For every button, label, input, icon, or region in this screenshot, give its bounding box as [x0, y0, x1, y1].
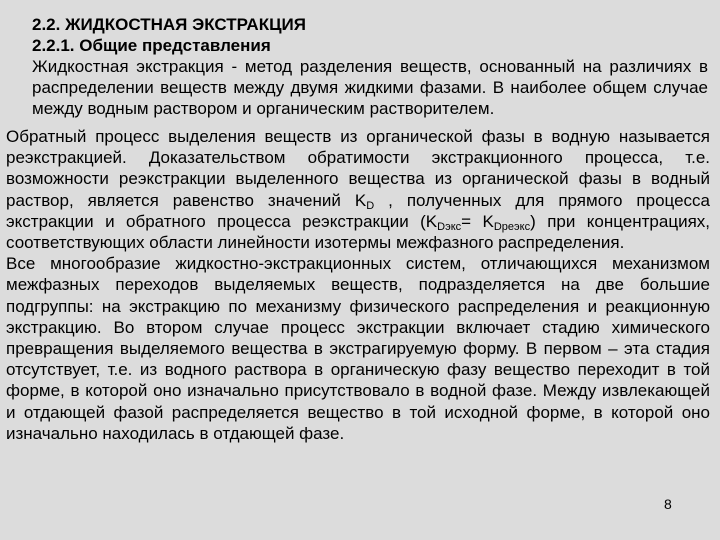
kd-subscript: D: [366, 199, 375, 212]
page-number: 8: [664, 496, 672, 512]
body-text: [6, 126, 710, 444]
kd-extraction-subscript: Dэкс: [437, 220, 462, 233]
reextraction-text-4: ) при концентрациях, соответствующих области линейности изотермы межфазного распределения.: [6, 211, 711, 253]
intro-paragraph: Жидкостная экстракция - метод разделения веществ, основанный на различиях в распределении веществ между двумя жидкими фазами. В наиболее общем случае между водным раствором и органическим растворителем.: [32, 57, 708, 118]
reextraction-text-2: , полученных для прямого процесса экстракции и обратного процесса реэкстракции (K: [6, 190, 710, 231]
kd-reextraction-subscript: Dреэкс: [493, 220, 531, 233]
section-heading: 2.2. ЖИДКОСТНАЯ ЭКСТРАКЦИЯ: [32, 15, 306, 34]
intro-block: [32, 14, 708, 119]
reextraction-paragraph: [6, 126, 710, 253]
classification-paragraph: Все многообразие жидкостно-экстракционных систем, отличающихся механизмом межфазных переходов выделяемых веществ, подразделяется на две большие подгруппы: на экстракцию по механизму физического распределения и реакционную экстракцию. Во втором случае процесс экстракции включает стадию химического превращения выделяемого вещества в экстрагируемую форму. В первом – эта стадия отсутствует, т.е. из водного раствора в органическую фазу вещество переходит в той форме, в которой оно изначально присутствовало в водной фазе. Между извлекающей и отдающей фазой распределяется вещество в той исходной форме, в которой оно изначально находилась в отдающей фазе.: [6, 254, 710, 443]
reextraction-text-3: = K: [461, 211, 494, 231]
reextraction-text-1: Обратный процесс выделения веществ из органической фазы в водную называется реэкстракцией. Доказательством обратимости экстракционного процесса, т.е. возможности реэкстракции выделенного вещества из органической фазы в водный раствор, является равенство значений K: [6, 127, 710, 210]
subsection-heading: 2.2.1. Общие представления: [32, 36, 271, 55]
